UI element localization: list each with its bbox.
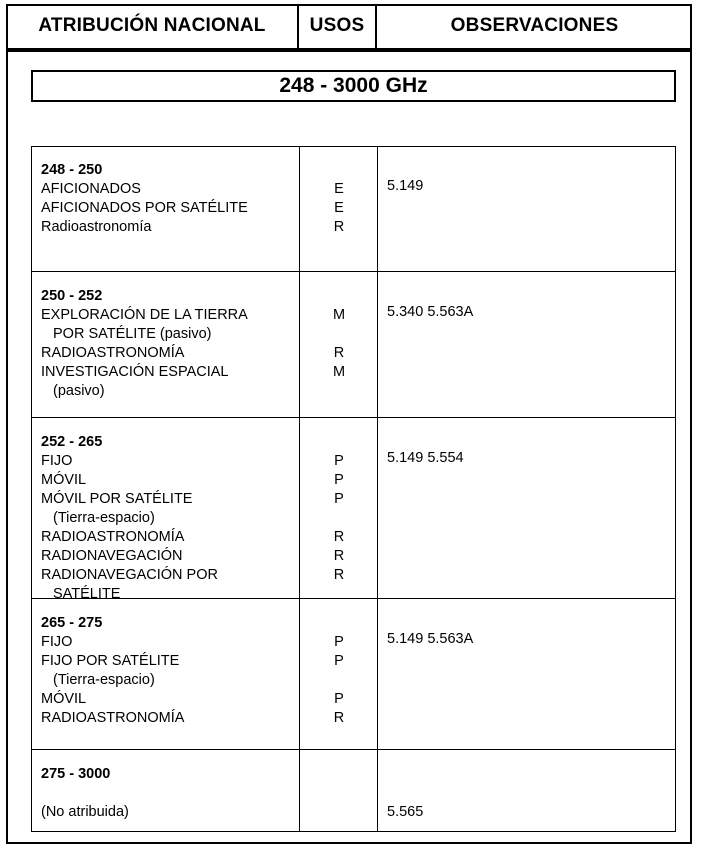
observation-refs: 5.340 5.563A xyxy=(387,304,474,320)
header-observaciones: OBSERVACIONES xyxy=(450,15,619,36)
service-name: SATÉLITE xyxy=(53,586,121,602)
header-usos: USOS xyxy=(309,15,365,36)
service-name: RADIOASTRONOMÍA xyxy=(41,345,185,361)
frequency-range: 275 - 3000 xyxy=(41,766,111,782)
row-divider xyxy=(32,417,675,418)
service-name: (Tierra-espacio) xyxy=(53,672,155,688)
uso-code: P xyxy=(334,634,344,650)
service-name: FIJO POR SATÉLITE xyxy=(41,653,180,669)
uso-code xyxy=(300,585,378,604)
service-name: AFICIONADOS xyxy=(41,181,141,197)
uso-code: R xyxy=(333,567,345,583)
uso-code: P xyxy=(334,453,344,469)
uso-code: M xyxy=(332,307,346,323)
uso-code xyxy=(300,325,378,344)
frequency-band-title: 248 - 3000 GHz xyxy=(31,70,676,102)
uso-code: P xyxy=(334,691,344,707)
uso-code xyxy=(300,509,378,528)
service-name: MÓVIL xyxy=(41,691,87,707)
service-name: (Tierra-espacio) xyxy=(53,510,155,526)
uso-code: E xyxy=(334,200,344,216)
row-divider xyxy=(32,749,675,750)
uso-code: M xyxy=(332,364,346,380)
frequency-range: 248 - 250 xyxy=(41,162,103,178)
uso-code: P xyxy=(334,653,344,669)
uso-code: P xyxy=(334,472,344,488)
service-name: MÓVIL POR SATÉLITE xyxy=(41,491,193,507)
service-name: AFICIONADOS POR SATÉLITE xyxy=(41,200,248,216)
service-name: (pasivo) xyxy=(53,383,105,399)
service-name: RADIOASTRONOMÍA xyxy=(41,529,185,545)
allocation-table xyxy=(31,146,676,832)
uso-code: R xyxy=(333,219,345,235)
service-name: FIJO xyxy=(41,453,73,469)
row-divider xyxy=(32,271,675,272)
uso-code: R xyxy=(333,529,345,545)
uso-code: R xyxy=(333,710,345,726)
frequency-range: 250 - 252 xyxy=(41,288,103,304)
service-name: (No atribuida) xyxy=(41,804,129,820)
table-header xyxy=(6,4,692,52)
service-name: Radioastronomía xyxy=(41,219,152,235)
frequency-range: 265 - 275 xyxy=(41,615,103,631)
frequency-range: 252 - 265 xyxy=(41,434,103,450)
uso-code xyxy=(300,382,378,401)
service-name: INVESTIGACIÓN ESPACIAL xyxy=(41,364,229,380)
observation-refs: 5.565 xyxy=(387,804,424,820)
service-name xyxy=(41,784,296,803)
service-name: RADIONAVEGACIÓN xyxy=(41,548,183,564)
service-name: POR SATÉLITE (pasivo) xyxy=(53,326,212,342)
service-name: FIJO xyxy=(41,634,73,650)
observation-refs: 5.149 5.554 xyxy=(387,450,464,466)
uso-code xyxy=(300,671,378,690)
header-atribucion-nacional: ATRIBUCIÓN NACIONAL xyxy=(38,15,266,36)
uso-code: R xyxy=(333,345,345,361)
uso-code: R xyxy=(333,548,345,564)
service-name: RADIOASTRONOMÍA xyxy=(41,710,185,726)
service-name: EXPLORACIÓN DE LA TIERRA xyxy=(41,307,248,323)
service-name: RADIONAVEGACIÓN POR xyxy=(41,567,218,583)
service-name: MÓVIL xyxy=(41,472,87,488)
observation-refs: 5.149 5.563A xyxy=(387,631,474,647)
uso-code: P xyxy=(334,491,344,507)
uso-code: E xyxy=(334,181,344,197)
observation-refs: 5.149 xyxy=(387,178,424,194)
